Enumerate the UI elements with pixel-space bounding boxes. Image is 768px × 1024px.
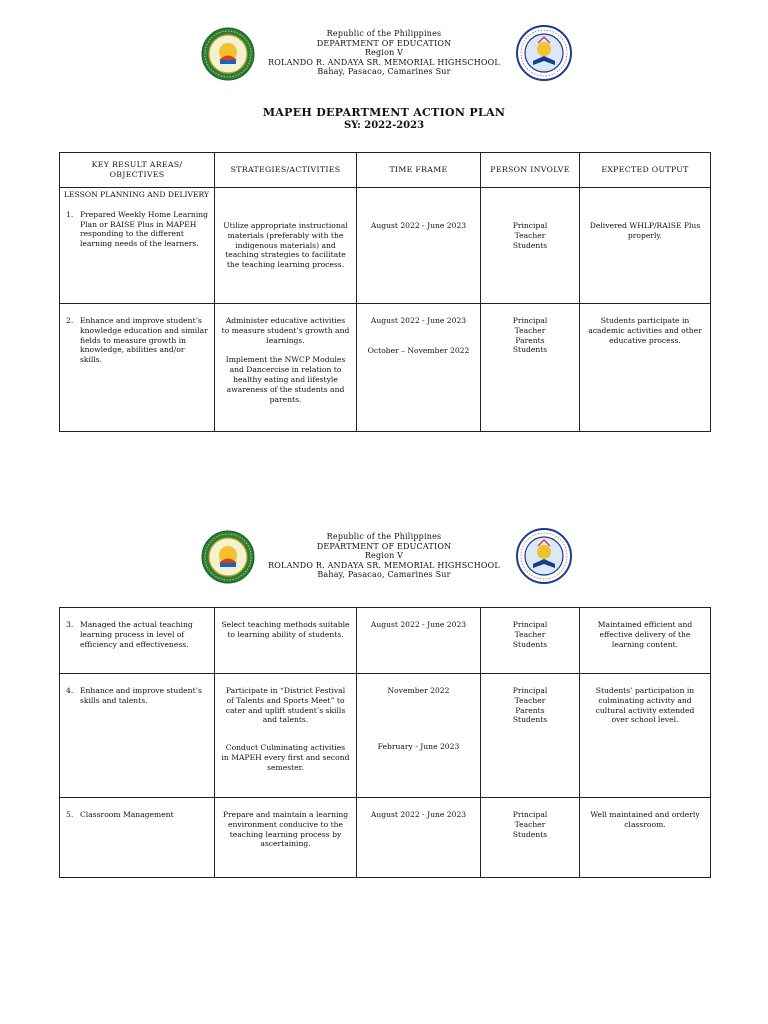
time-frame-text: August 2022 - June 2023	[370, 221, 467, 230]
table-header-row	[60, 153, 711, 188]
item-number: 1.	[66, 209, 74, 219]
strategy-text: Participate in “District Festival of Talents and Sports Meet” to cater and uplift student’s skills and talents.	[225, 686, 346, 725]
person-teacher: Teacher	[514, 629, 546, 639]
strategy-cell	[215, 674, 357, 798]
output-cell	[580, 674, 711, 798]
output-text: Students’ participation in culminating activity and cultural activity extended over school level.	[595, 686, 695, 725]
letterhead-line-country: Republic of the Philippines	[326, 532, 442, 541]
time-frame-text: August 2022 - June 2023	[370, 620, 467, 629]
header-person-involve: PERSON INVOLVE	[481, 153, 580, 188]
letterhead-line-department: DEPARTMENT OF EDUCATION	[316, 38, 452, 48]
person-principal: Principal	[512, 316, 548, 325]
strategy-text: Select teaching methods suitable to learning ability of students.	[221, 620, 350, 639]
time-frame-cell	[357, 798, 481, 878]
objective-cell	[60, 608, 215, 674]
time-frame-cell	[357, 304, 481, 432]
objective-cell	[60, 304, 215, 432]
person-students: Students	[512, 715, 548, 725]
strategy-cell	[215, 608, 357, 674]
time-frame-text: August 2022 - June 2023	[370, 316, 467, 325]
header-expected-output: EXPECTED OUTPUT	[580, 153, 711, 188]
letterhead-line-address: Bahay, Pasacao, Camarines Sur	[317, 570, 451, 580]
objective-text: Classroom Management	[80, 810, 174, 819]
output-text: Well maintained and orderly classroom.	[590, 810, 700, 829]
person-teacher: Teacher	[514, 230, 546, 240]
letterhead	[0, 528, 768, 588]
letterhead	[0, 25, 768, 85]
person-teacher: Teacher	[514, 325, 546, 335]
letterhead-line-region: Region V	[364, 48, 404, 58]
letterhead-line-region: Region V	[364, 551, 404, 561]
person-cell	[481, 608, 580, 674]
item-number: 3.	[66, 620, 74, 629]
objective-text: Enhance and improve student’s knowledge education and similar fields to measure growth in knowledge, abilities and/or skills.	[80, 316, 208, 365]
school-year: SY: 2022-2023	[343, 120, 425, 131]
output-cell	[580, 188, 711, 304]
item-number: 5.	[66, 810, 74, 819]
time-frame-cell	[357, 188, 481, 304]
letterhead-line-country: Republic of the Philippines	[326, 29, 442, 38]
document-title: MAPEH DEPARTMENT ACTION PLAN	[262, 106, 506, 119]
item-number: 2.	[66, 316, 74, 325]
strategy-cell	[215, 798, 357, 878]
person-students: Students	[512, 639, 548, 649]
person-principal: Principal	[512, 686, 548, 695]
school-seal-icon	[516, 25, 572, 81]
strategy-text: Utilize appropriate instructional materials (preferably with the indigenous materials) and teaching strategies to facilitate the teaching learning process.	[223, 221, 348, 270]
header-strategies: STRATEGIES/ACTIVITIES	[215, 153, 357, 188]
person-cell	[481, 798, 580, 878]
table-row	[60, 304, 711, 432]
letterhead-line-department: DEPARTMENT OF EDUCATION	[316, 541, 452, 551]
person-cell	[481, 304, 580, 432]
table-row	[60, 188, 711, 304]
time-frame-text: November 2022	[387, 686, 450, 695]
strategy-cell	[215, 188, 357, 304]
time-frame-text: February - June 2023	[377, 741, 460, 751]
letterhead-line-address: Bahay, Pasacao, Camarines Sur	[317, 67, 451, 77]
objective-text: Prepared Weekly Home Learning Plan or RAISE Plus in MAPEH responding to the different learning needs of the learners.	[80, 209, 208, 249]
table-row	[60, 608, 711, 674]
person-cell	[481, 674, 580, 798]
output-cell	[580, 798, 711, 878]
strategy-text: Conduct Culminating activities in MAPEH every first and second semester.	[221, 743, 350, 772]
letterhead-text	[0, 532, 768, 580]
output-text: Maintained efficient and effective delivery of the learning content.	[597, 620, 693, 649]
person-parents: Parents	[515, 705, 545, 715]
strategy-cell	[215, 304, 357, 432]
letterhead-line-school: ROLANDO R. ANDAYA SR. MEMORIAL HIGHSCHOOL	[268, 560, 500, 570]
section-label: LESSON PLANNING AND DELIVERY	[64, 190, 210, 199]
strategy-text: Implement the NWCP Modules and Dancercise in relation to healthy eating and lifestyle awareness of the students and parents.	[225, 355, 346, 404]
strategy-text: Administer educative activities to measure student’s growth and learnings.	[221, 316, 350, 345]
strategy-text: Prepare and maintain a learning environment conducive to the teaching learning process by ascertaining.	[222, 810, 349, 849]
person-teacher: Teacher	[514, 695, 546, 705]
action-plan-table-continued	[59, 607, 711, 878]
output-text: Students participate in academic activities and other educative process.	[588, 316, 702, 345]
output-cell	[580, 608, 711, 674]
item-number: 4.	[66, 686, 74, 695]
person-cell	[481, 188, 580, 304]
school-seal-icon	[516, 528, 572, 584]
table-row	[60, 798, 711, 878]
objective-text: Managed the actual teaching learning process in level of efficiency and effectiveness.	[80, 620, 193, 649]
person-principal: Principal	[512, 810, 548, 819]
person-teacher: Teacher	[514, 819, 546, 829]
person-students: Students	[512, 829, 548, 839]
header-objectives: KEY RESULT AREAS/ OBJECTIVES	[60, 153, 215, 188]
time-frame-text: October – November 2022	[367, 345, 470, 355]
objective-text: Enhance and improve student’s skills and talents.	[80, 686, 202, 705]
person-students: Students	[512, 345, 548, 355]
person-principal: Principal	[512, 221, 548, 230]
action-plan-table	[59, 152, 711, 432]
objective-cell	[60, 798, 215, 878]
time-frame-text: August 2022 - June 2023	[370, 810, 467, 819]
table-row	[60, 674, 711, 798]
output-cell	[580, 304, 711, 432]
person-students: Students	[512, 240, 548, 250]
time-frame-cell	[357, 674, 481, 798]
objective-cell	[60, 674, 215, 798]
time-frame-cell	[357, 608, 481, 674]
letterhead-text	[0, 29, 768, 77]
letterhead-line-school: ROLANDO R. ANDAYA SR. MEMORIAL HIGHSCHOOL	[268, 57, 500, 67]
header-time-frame: TIME FRAME	[357, 153, 481, 188]
objective-cell	[60, 188, 215, 304]
output-text: Delivered WHLP/RAISE Plus properly.	[589, 221, 701, 240]
person-parents: Parents	[515, 335, 545, 345]
person-principal: Principal	[512, 620, 548, 629]
